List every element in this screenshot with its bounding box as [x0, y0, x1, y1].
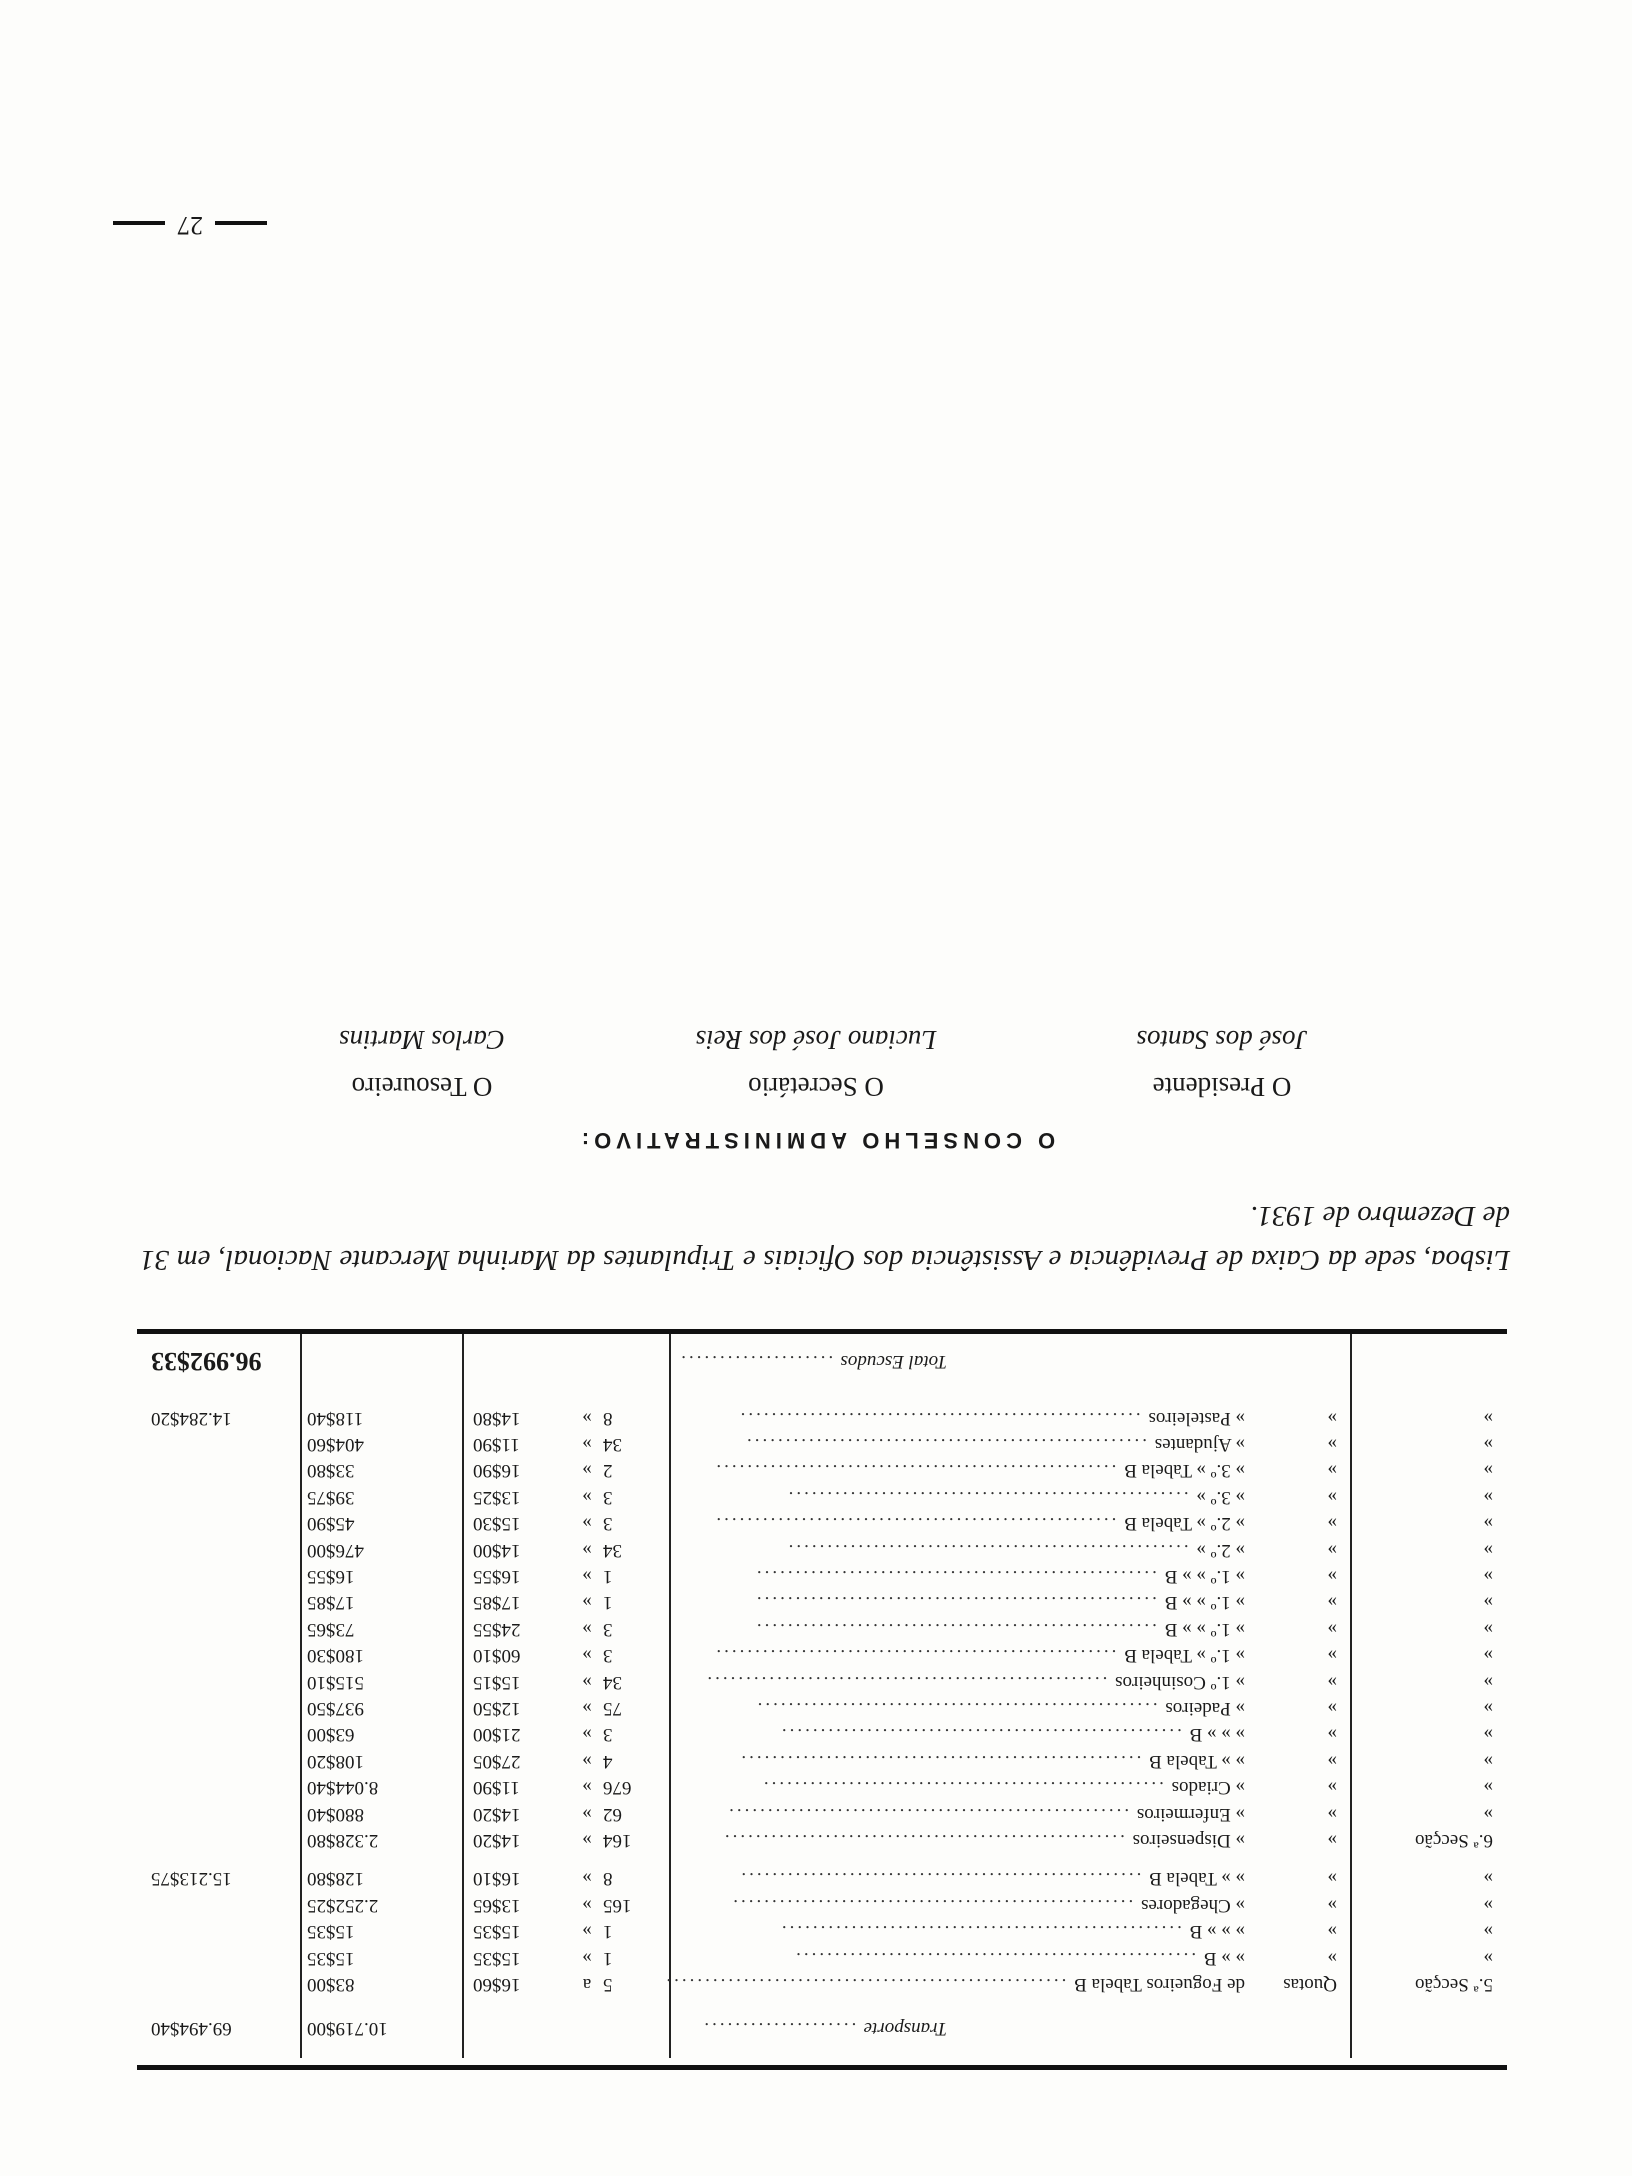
row-quota-prefix: » [1327, 1777, 1337, 1799]
row-subtotal: 14.284$20 [151, 1407, 232, 1429]
total-amount: 96.992$33 [151, 1347, 262, 1376]
row-description-text: » 2.º » [1196, 1539, 1245, 1561]
leader-dots: .................................................... [737, 1407, 1149, 1429]
row-count: 75 [603, 1698, 622, 1719]
row-section: » [1483, 1724, 1493, 1746]
row-multiplier: » [582, 1671, 592, 1693]
table-row [137, 1972, 1507, 1996]
row-section: » [1483, 1592, 1493, 1614]
table-row [137, 1406, 1507, 1430]
row-rate: 16$55 [473, 1566, 521, 1587]
row-section: » [1483, 1513, 1493, 1535]
row-rate: 11$90 [473, 1434, 520, 1455]
leader-dots: .................................................... [730, 1894, 1142, 1916]
row-description [745, 1775, 1245, 1799]
row-section: » [1483, 1698, 1493, 1719]
row-description-text: » Padeiros [1165, 1698, 1245, 1719]
row-count: 4 [603, 1750, 613, 1772]
row-multiplier: » [582, 1803, 592, 1825]
leader-dots: .................................................... [744, 1434, 1155, 1455]
row-multiplier: » [582, 1592, 592, 1614]
row-quota-prefix: » [1327, 1434, 1337, 1455]
row-description-text: » Pasteleiros [1148, 1407, 1245, 1429]
leader-dots: .................................................... [778, 1921, 1190, 1943]
row-section: » [1483, 1539, 1493, 1561]
row-section: » [1483, 1777, 1493, 1799]
row-count: 3 [603, 1486, 613, 1508]
row-amount: 73$65 [307, 1618, 355, 1640]
row-multiplier: » [582, 1645, 592, 1667]
table-row [137, 1722, 1507, 1746]
row-count: 1 [603, 1566, 613, 1587]
row-description [745, 1722, 1245, 1746]
row-count: 62 [603, 1803, 622, 1825]
row-description-text: » Dispenseiros [1132, 1830, 1245, 1851]
row-description-text: » 1.º » Tabela B [1124, 1645, 1245, 1667]
leader-dots: .................................................... [704, 1671, 1116, 1693]
table-row [137, 1458, 1507, 1482]
row-amount: 118$40 [307, 1407, 364, 1429]
row-description [713, 1458, 1245, 1482]
leader-dots: .................................................... [778, 1724, 1190, 1746]
row-multiplier: » [582, 1750, 592, 1772]
table-row [137, 1946, 1507, 1970]
row-description-text: » 2.º » Tabela B [1124, 1513, 1245, 1535]
row-description [663, 1972, 1245, 1996]
row-section: » [1483, 1618, 1493, 1640]
row-subtotal: 15.213$75 [151, 1868, 232, 1890]
row-count: 3 [603, 1645, 613, 1667]
row-rate: 14$20 [473, 1830, 521, 1851]
table-row [137, 1643, 1507, 1667]
row-amount: 180$30 [307, 1645, 364, 1667]
row-multiplier: » [582, 1539, 592, 1561]
leader-dots: .................................................... [793, 1947, 1204, 1969]
row-quota-prefix: » [1327, 1460, 1337, 1482]
row-multiplier: » [582, 1894, 592, 1916]
leader-dots: .................................................... [713, 1513, 1125, 1535]
row-section: » [1483, 1434, 1493, 1455]
row-quota-prefix: » [1327, 1671, 1337, 1693]
row-section: » [1483, 1947, 1493, 1969]
row-description [713, 1643, 1245, 1667]
transport-label: Transporte .................... [700, 2018, 947, 2039]
row-count: 8 [603, 1868, 613, 1890]
page-number [100, 210, 280, 240]
row-multiplier: » [582, 1434, 592, 1455]
leader-dots: .................................................... [760, 1777, 1172, 1799]
row-count: 2 [603, 1460, 613, 1482]
row-amount: 2.252$25 [307, 1894, 379, 1916]
row-description-text: » Chegadores [1141, 1894, 1245, 1916]
row-rate: 27$05 [473, 1750, 521, 1772]
leader-dots: .................................................... [785, 1539, 1197, 1561]
row-multiplier: » [582, 1921, 592, 1943]
row-rate: 15$15 [473, 1671, 521, 1693]
table-row [137, 1919, 1507, 1943]
table-row [137, 1696, 1507, 1720]
dash-decoration [215, 221, 267, 225]
leader-dots: .................................................... [726, 1803, 1137, 1825]
president-name: José dos Santos [1136, 1025, 1308, 1055]
transport-row [137, 2016, 1507, 2040]
row-multiplier: » [582, 1947, 592, 1969]
leader-dots: .................................................... [785, 1486, 1197, 1508]
row-section: 5.ª Secção [1414, 1974, 1493, 1995]
row-section: » [1483, 1750, 1493, 1772]
signature-president [1062, 1024, 1382, 1102]
row-description-text: » 1.º » » B [1164, 1566, 1245, 1587]
row-description [745, 1919, 1245, 1943]
signature-treasurer [262, 1024, 582, 1102]
leader-dots: .................................................... [721, 1830, 1133, 1851]
row-section: » [1483, 1486, 1493, 1508]
table-row [137, 1538, 1507, 1562]
secretary-role: O Secretário [748, 1072, 884, 1102]
row-rate: 16$10 [473, 1868, 521, 1890]
leader-dots: .................................................... [713, 1460, 1125, 1482]
table-top-rule [137, 2065, 1507, 2070]
row-section: » [1483, 1460, 1493, 1482]
declaration-text: Lisboa, sede da Caixa de Previdência e Assistência dos Oficiais e Tripulantes da Marinha Mercante Nacional, em 31 de Dezembro de 1931. [140, 1200, 1510, 1276]
row-description [738, 1866, 1245, 1890]
row-amount: 937$50 [307, 1698, 364, 1719]
row-count: 3 [603, 1513, 613, 1535]
row-section: » [1483, 1645, 1493, 1667]
row-section: » [1483, 1407, 1493, 1429]
row-description [745, 1946, 1245, 1970]
table-row [137, 1893, 1507, 1917]
row-quota-prefix: » [1327, 1618, 1337, 1640]
row-description-text: » » » B [1189, 1724, 1245, 1746]
row-section: » [1483, 1566, 1493, 1587]
leader-dots: .................................................... [738, 1750, 1150, 1772]
row-count: 165 [603, 1894, 632, 1916]
row-quota-prefix: » [1327, 1830, 1337, 1851]
row-amount: 880$40 [307, 1803, 364, 1825]
row-rate: 24$55 [473, 1618, 521, 1640]
row-multiplier: » [582, 1407, 592, 1429]
row-amount: 404$60 [307, 1434, 364, 1455]
leader-dots: .................................................... [713, 1645, 1125, 1667]
row-count: 1 [603, 1592, 613, 1614]
row-count: 5 [603, 1974, 613, 1995]
row-rate: 17$85 [473, 1592, 521, 1614]
row-multiplier: » [582, 1868, 592, 1890]
row-amount: 16$55 [307, 1566, 355, 1587]
table-row [137, 1485, 1507, 1509]
row-multiplier: » [582, 1486, 592, 1508]
row-multiplier: » [582, 1698, 592, 1719]
row-description-text: » 1.º Cosinheiros [1115, 1671, 1245, 1693]
total-row [137, 1344, 1507, 1378]
row-quota-prefix: » [1327, 1592, 1337, 1614]
table-row [137, 1749, 1507, 1773]
president-role: O Presidente [1152, 1072, 1292, 1102]
row-description [737, 1406, 1245, 1430]
row-amount: 15$35 [307, 1921, 355, 1943]
row-rate: 21$00 [473, 1724, 521, 1746]
leader-dots: .................................................... [753, 1566, 1165, 1587]
row-quota-prefix: » [1327, 1407, 1337, 1429]
page-number-text: 27 [177, 211, 203, 240]
row-quota-prefix: » [1327, 1803, 1337, 1825]
row-amount: 128$80 [307, 1868, 364, 1890]
row-multiplier: a [582, 1974, 592, 1995]
row-description-text: » 1.º » » B [1164, 1592, 1245, 1614]
row-rate: 14$00 [473, 1539, 521, 1561]
row-section: » [1483, 1894, 1493, 1916]
row-rate: 15$35 [473, 1947, 521, 1969]
row-description [745, 1432, 1245, 1456]
row-amount: 108$20 [307, 1750, 364, 1772]
row-rate: 15$35 [473, 1921, 521, 1943]
row-quota-prefix: » [1327, 1486, 1337, 1508]
row-quota-prefix: » [1327, 1868, 1337, 1890]
secretary-name: Luciano José dos Reis [695, 1025, 937, 1055]
row-description [704, 1670, 1245, 1694]
row-rate: 14$20 [473, 1803, 521, 1825]
row-count: 34 [603, 1671, 622, 1693]
row-count: 3 [603, 1618, 613, 1640]
row-multiplier: » [582, 1724, 592, 1746]
row-quota-prefix: » [1327, 1921, 1337, 1943]
row-description-text: » 3.º » Tabela B [1124, 1460, 1245, 1482]
row-amount: 8.044$40 [307, 1777, 379, 1799]
row-count: 34 [603, 1434, 622, 1455]
row-rate: 60$10 [473, 1645, 521, 1667]
row-section: 6.ª Secção [1414, 1830, 1493, 1851]
row-quota-prefix: » [1327, 1645, 1337, 1667]
transport-amount: 10.719$00 [307, 2018, 388, 2039]
leader-dots: .................................................... [738, 1868, 1150, 1890]
row-multiplier: » [582, 1513, 592, 1535]
row-description [745, 1538, 1245, 1562]
table-row [137, 1432, 1507, 1456]
row-quota-prefix: Quotas [1283, 1974, 1337, 1995]
row-quota-prefix: » [1327, 1566, 1337, 1587]
row-quota-prefix: » [1327, 1539, 1337, 1561]
row-description-text: » » B [1203, 1947, 1245, 1969]
row-description-text: » 1.º » » B [1164, 1618, 1245, 1640]
row-description-text: » Enfermeiros [1136, 1803, 1245, 1825]
row-description-text: » Criados [1171, 1777, 1245, 1799]
row-rate: 15$30 [473, 1513, 521, 1535]
row-section: » [1483, 1921, 1493, 1943]
accounts-table [137, 1329, 1507, 2070]
row-quota-prefix: » [1327, 1947, 1337, 1969]
row-description [745, 1564, 1245, 1588]
row-description [738, 1749, 1245, 1773]
row-multiplier: » [582, 1618, 592, 1640]
row-description [745, 1590, 1245, 1614]
leader-dots: .................................................... [663, 1974, 1075, 1995]
total-label: Total Escudos .................... [677, 1351, 947, 1372]
row-quota-prefix: » [1327, 1750, 1337, 1772]
row-count: 676 [603, 1777, 632, 1799]
row-rate: 13$65 [473, 1894, 521, 1916]
row-multiplier: » [582, 1830, 592, 1851]
treasurer-role: O Tesoureiro [351, 1072, 493, 1102]
row-quota-prefix: » [1327, 1698, 1337, 1719]
table-row [137, 1590, 1507, 1614]
row-description-text: » » » B [1189, 1921, 1245, 1943]
row-description [745, 1485, 1245, 1509]
row-description [721, 1828, 1245, 1852]
row-description-text: de Fogueiros Tabela B [1074, 1974, 1245, 1995]
row-amount: 39$75 [307, 1486, 355, 1508]
row-count: 1 [603, 1947, 613, 1969]
row-count: 1 [603, 1921, 613, 1943]
table-row [137, 1802, 1507, 1826]
row-description-text: » » Tabela B [1149, 1750, 1245, 1772]
row-amount: 83$00 [307, 1974, 355, 1995]
row-description [745, 1696, 1245, 1720]
row-quota-prefix: » [1327, 1724, 1337, 1746]
treasurer-name: Carlos Martins [339, 1025, 505, 1055]
row-description [713, 1511, 1245, 1535]
table-row [137, 1511, 1507, 1535]
row-rate: 11$90 [473, 1777, 520, 1799]
row-amount: 2.328$80 [307, 1830, 379, 1851]
row-count: 164 [603, 1830, 632, 1851]
row-multiplier: » [582, 1777, 592, 1799]
row-count: 8 [603, 1407, 613, 1429]
row-amount: 17$85 [307, 1592, 355, 1614]
table-row [137, 1617, 1507, 1641]
row-count: 3 [603, 1724, 613, 1746]
row-section: » [1483, 1803, 1493, 1825]
row-rate: 13$25 [473, 1486, 521, 1508]
signature-secretary [656, 1024, 976, 1102]
row-section: » [1483, 1671, 1493, 1693]
row-rate: 14$80 [473, 1407, 521, 1429]
row-description [730, 1893, 1245, 1917]
row-amount: 515$10 [307, 1671, 364, 1693]
table-row [137, 1775, 1507, 1799]
table-bottom-rule [137, 1329, 1507, 1334]
row-rate: 16$60 [473, 1974, 521, 1995]
row-description [726, 1802, 1245, 1826]
leader-dots: .................................................... [753, 1618, 1165, 1640]
row-amount: 33$80 [307, 1460, 355, 1482]
row-description [745, 1617, 1245, 1641]
row-quota-prefix: » [1327, 1513, 1337, 1535]
table-row [137, 1564, 1507, 1588]
row-rate: 16$90 [473, 1460, 521, 1482]
row-multiplier: » [582, 1566, 592, 1587]
row-description-text: » 3.º » [1196, 1486, 1245, 1508]
dash-decoration [113, 221, 165, 225]
leader-dots: .................................................... [754, 1698, 1166, 1719]
row-amount: 476$00 [307, 1539, 364, 1561]
row-amount: 63$00 [307, 1724, 355, 1746]
table-row [137, 1866, 1507, 1890]
council-heading: O CONSELHO ADMINISTRATIVO: [576, 1128, 1056, 1153]
row-multiplier: » [582, 1460, 592, 1482]
row-amount: 45$90 [307, 1513, 355, 1535]
row-amount: 15$35 [307, 1947, 355, 1969]
row-rate: 12$50 [473, 1698, 521, 1719]
row-section: » [1483, 1868, 1493, 1890]
row-quota-prefix: » [1327, 1894, 1337, 1916]
leader-dots: .................................................... [753, 1592, 1165, 1614]
row-description-text: » Ajudantes [1154, 1434, 1245, 1455]
table-row [137, 1670, 1507, 1694]
table-row [137, 1828, 1507, 1852]
row-count: 34 [603, 1539, 622, 1561]
row-description-text: » » Tabela B [1149, 1868, 1245, 1890]
transport-subtotal: 69.494$40 [151, 2018, 232, 2039]
